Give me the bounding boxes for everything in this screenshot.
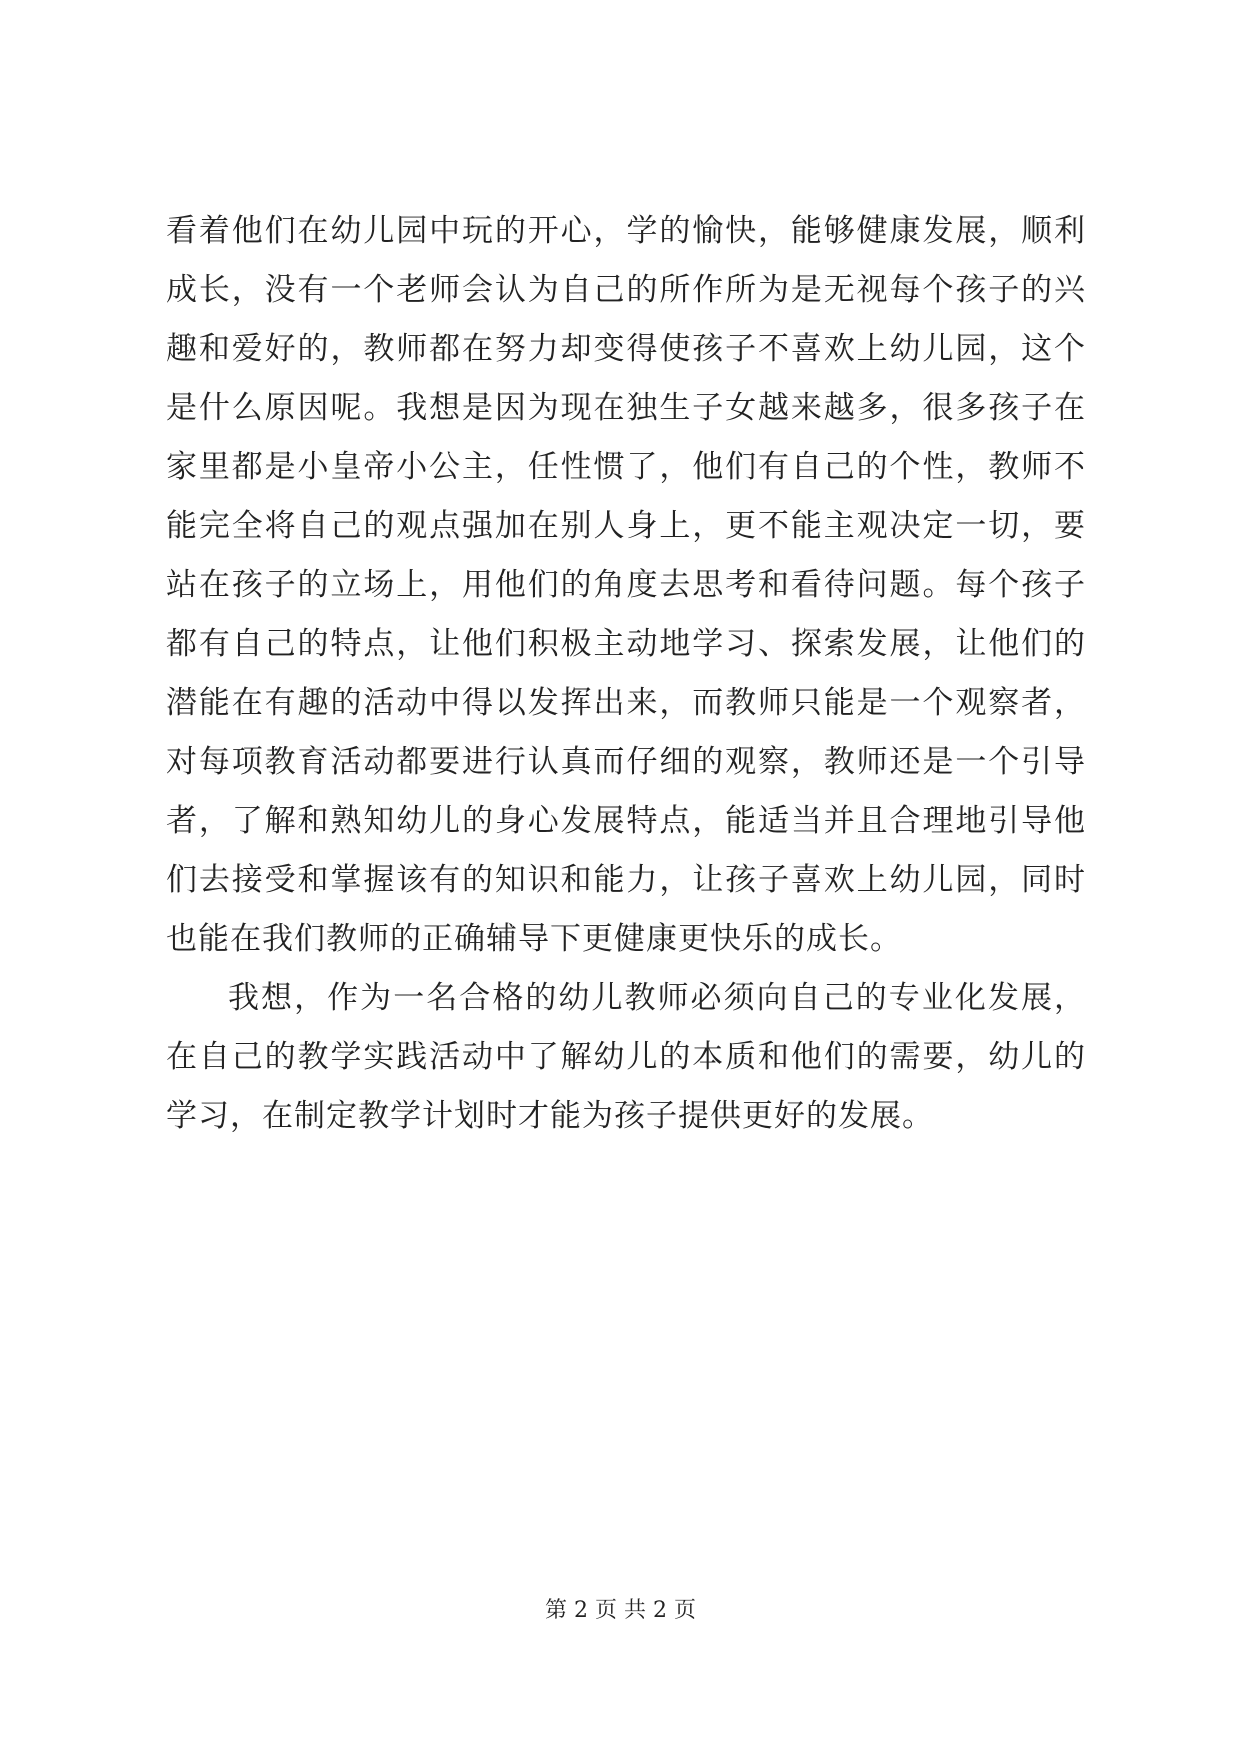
document-body bbox=[166, 202, 1086, 1146]
page-number-footer: 第 2 页 共 2 页 bbox=[545, 1598, 696, 1623]
body-paragraph-2: 我想，作为一名合格的幼儿教师必须向自己的专业化发展，在自己的教学实践活动中了解幼儿的本质和他们的需要，幼儿的学习，在制定教学计划时才能为孩子提供更好的发展。 bbox=[166, 980, 1086, 1134]
body-paragraph-1: 看着他们在幼儿园中玩的开心，学的愉快，能够健康发展，顺利成长，没有一个老师会认为自己的所作所为是无视每个孩子的兴趣和爱好的，教师都在努力却变得使孩子不喜欢上幼儿园，这个是什么原因呢。我想是因为现在独生子女越来越多，很多孩子在家里都是小皇帝小公主，任性惯了，他们有自己的个性，教师不能完全将自己的观点强加在别人身上，更不能主观决定一切，要站在孩子的立场上，用他们的角度去思考和看待问题。每个孩子都有自己的特点，让他们积极主动地学习、探索发展，让他们的潜能在有趣的活动中得以发挥出来，而教师只能是一个观察者，对每项教育活动都要进行认真而仔细的观察，教师还是一个引导者，了解和熟知幼儿的身心发展特点，能适当并且合理地引导他们去接受和掌握该有的知识和能力，让孩子喜欢上幼儿园，同时也能在我们教师的正确辅导下更健康更快乐的成长。 bbox=[166, 213, 1086, 957]
